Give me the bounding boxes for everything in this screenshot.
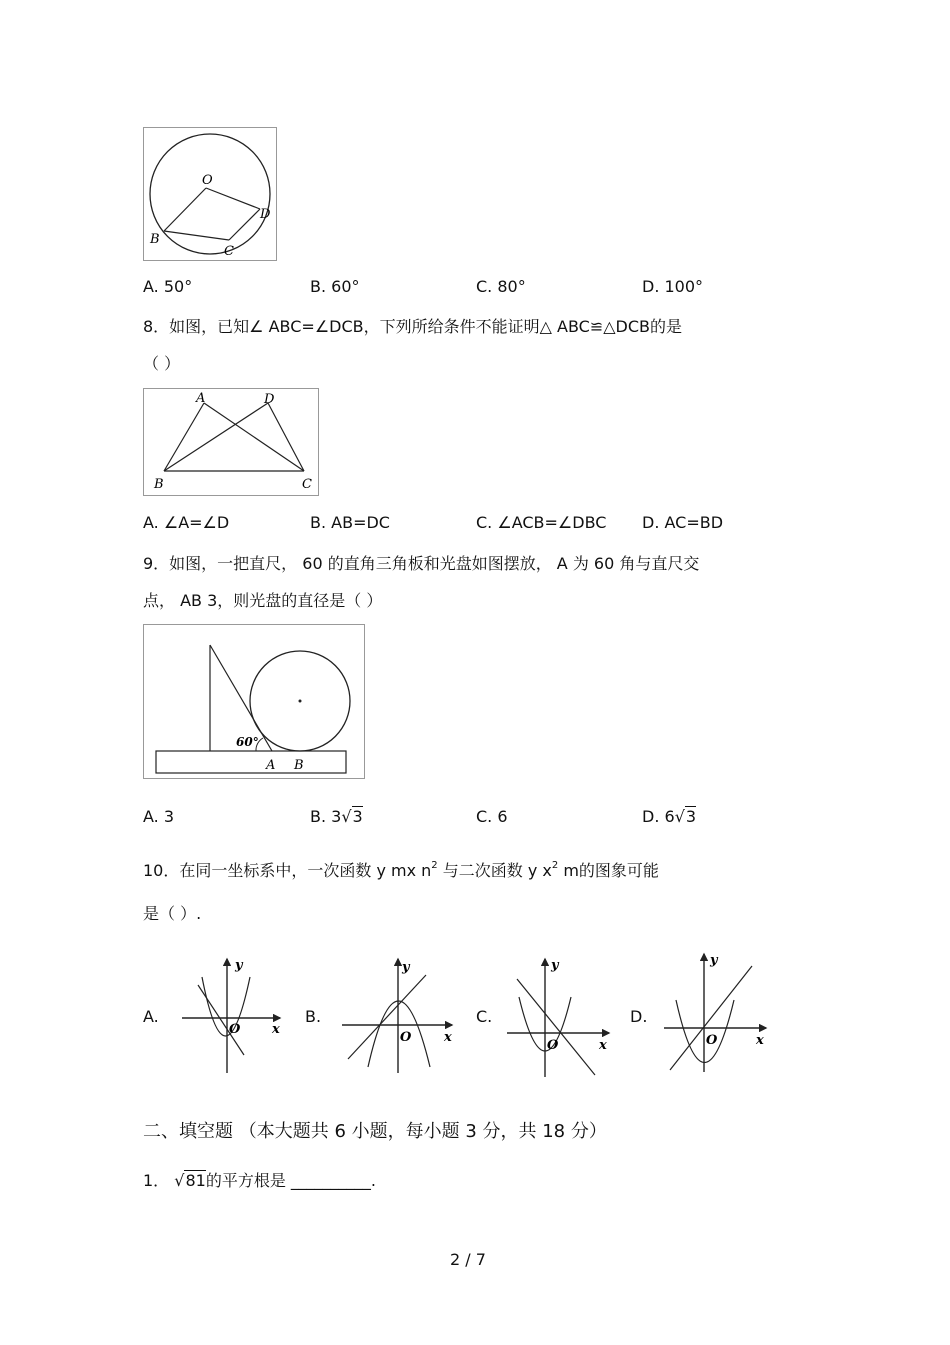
label-a: A (266, 758, 276, 773)
option-letter: B. (310, 277, 327, 296)
option-letter: D. (642, 513, 660, 532)
q7-option-c[interactable] (476, 277, 526, 296)
superscript: 2 (551, 860, 559, 871)
q9-figure (143, 624, 365, 779)
option-coefficient: 3 (331, 807, 342, 826)
option-letter: D. (642, 277, 660, 296)
option-letter: B. (310, 513, 327, 532)
label-b: B (294, 758, 304, 773)
fill-question-1 (143, 1168, 376, 1191)
q10-option-c[interactable]: C. (476, 1007, 493, 1026)
x-label: x (272, 1022, 280, 1037)
graph-d (662, 950, 772, 1075)
q7-option-b[interactable] (310, 277, 360, 296)
q9-stem-line1: 9．如图，一把直尺， 60 的直角三角板和光盘如图摆放， A 为 60 角与直尺交 (143, 554, 700, 573)
label-a: A (196, 391, 206, 406)
y-label: y (710, 953, 718, 968)
q10-stem-line1 (143, 858, 659, 881)
label-d: D (260, 207, 271, 222)
origin-label: O (229, 1022, 241, 1037)
option-letter: C. (476, 807, 493, 826)
circle-diagram (144, 128, 276, 260)
segment-ba (164, 403, 204, 471)
radical-sign: √ (174, 1171, 185, 1190)
question-text: 的平方根是 __________. (205, 1171, 377, 1190)
angle-label: 60° (236, 735, 259, 749)
q8-option-d[interactable] (642, 513, 723, 532)
graph-c (505, 955, 615, 1080)
q8-figure (143, 388, 319, 496)
origin-label: O (547, 1038, 559, 1053)
stem-part: m的图象可能 (558, 861, 659, 880)
q9-option-d[interactable] (642, 807, 696, 826)
q7-figure (143, 127, 277, 261)
q8-stem: 8．如图，已知∠ ABC=∠DCB，下列所给条件不能证明△ ABC≌△DCB的是 (143, 317, 683, 336)
disc-center (299, 700, 302, 703)
label-o: O (202, 173, 213, 188)
option-text: 60° (331, 277, 360, 296)
ruler-triangle-disc-diagram (144, 625, 364, 778)
option-text: 100° (664, 277, 704, 296)
ruler (156, 751, 346, 773)
q8-option-a[interactable] (143, 513, 229, 532)
question-number: 1． (143, 1171, 170, 1190)
segment-ac (204, 403, 304, 471)
segment-cd (229, 209, 260, 240)
q8-option-c[interactable] (476, 513, 606, 532)
option-coefficient: 6 (664, 807, 675, 826)
triangles-diagram (144, 389, 318, 495)
graph-a (180, 955, 290, 1075)
q7-option-a[interactable] (143, 277, 192, 296)
q9-option-b[interactable] (310, 807, 363, 826)
q9-option-c[interactable] (476, 807, 508, 826)
segment-bc (164, 231, 229, 240)
superscript: 2 (431, 860, 438, 871)
line (198, 985, 244, 1055)
parabola (368, 1001, 430, 1067)
option-text: ∠ACB=∠DBC (497, 513, 607, 532)
line (517, 979, 595, 1075)
radical-sign: √ (674, 807, 685, 826)
origin-label: O (400, 1030, 412, 1045)
option-text: AC=BD (664, 513, 724, 532)
radical-sign: √ (341, 807, 352, 826)
option-letter: A. (143, 807, 159, 826)
y-label: y (551, 958, 559, 973)
line (670, 966, 752, 1070)
q10-option-d[interactable]: D. (630, 1007, 648, 1026)
radicand: 81 (185, 1171, 206, 1190)
label-c: C (224, 244, 234, 259)
label-d: D (264, 392, 275, 407)
stem-part: 与二次函数 y x (437, 861, 552, 880)
x-label: x (599, 1038, 607, 1053)
graph-b (340, 955, 460, 1075)
option-text: 50° (163, 277, 193, 296)
circle (150, 134, 270, 254)
option-letter: B. (310, 807, 327, 826)
option-letter: A. (143, 277, 159, 296)
q7-option-d[interactable] (642, 277, 703, 296)
option-letter: D. (642, 807, 660, 826)
option-text: 3 (163, 807, 175, 826)
segment-od (206, 188, 260, 209)
page-number: 2 / 7 (450, 1250, 486, 1269)
parabola (676, 1000, 734, 1063)
stem-part: 10．在同一坐标系中，一次函数 y mx n (143, 861, 432, 880)
option-letter: C. (476, 513, 493, 532)
q9-option-a[interactable] (143, 807, 174, 826)
y-label: y (402, 960, 410, 975)
q9-stem-line2: 点， AB 3，则光盘的直径是（ ） (143, 591, 383, 610)
q10-option-b[interactable]: B. (305, 1007, 322, 1026)
option-text: ∠A=∠D (163, 513, 230, 532)
option-text: 6 (497, 807, 508, 826)
segment-bd (164, 403, 268, 471)
x-label: x (444, 1030, 452, 1045)
option-text: AB=DC (331, 513, 390, 532)
q10-option-a[interactable]: A. (143, 1007, 159, 1026)
section-heading: 二、填空题 （本大题共 6 小题，每小题 3 分，共 18 分） (143, 1121, 607, 1142)
label-c: C (302, 477, 312, 492)
option-text: 80° (497, 277, 526, 296)
y-label: y (235, 958, 243, 973)
option-letter: A. (143, 513, 159, 532)
option-letter: C. (476, 277, 493, 296)
label-b: B (154, 477, 164, 492)
segment-dc (268, 403, 304, 471)
origin-label: O (706, 1033, 718, 1048)
x-label: x (756, 1033, 764, 1048)
segment-ob (164, 188, 206, 231)
q8-answer-paren: （ ） (143, 354, 181, 373)
q10-stem-line2: 是（ ）. (143, 904, 202, 923)
q8-option-b[interactable] (310, 513, 390, 532)
label-b: B (150, 232, 160, 247)
option-radicand: 3 (685, 807, 697, 826)
option-radicand: 3 (352, 807, 363, 826)
